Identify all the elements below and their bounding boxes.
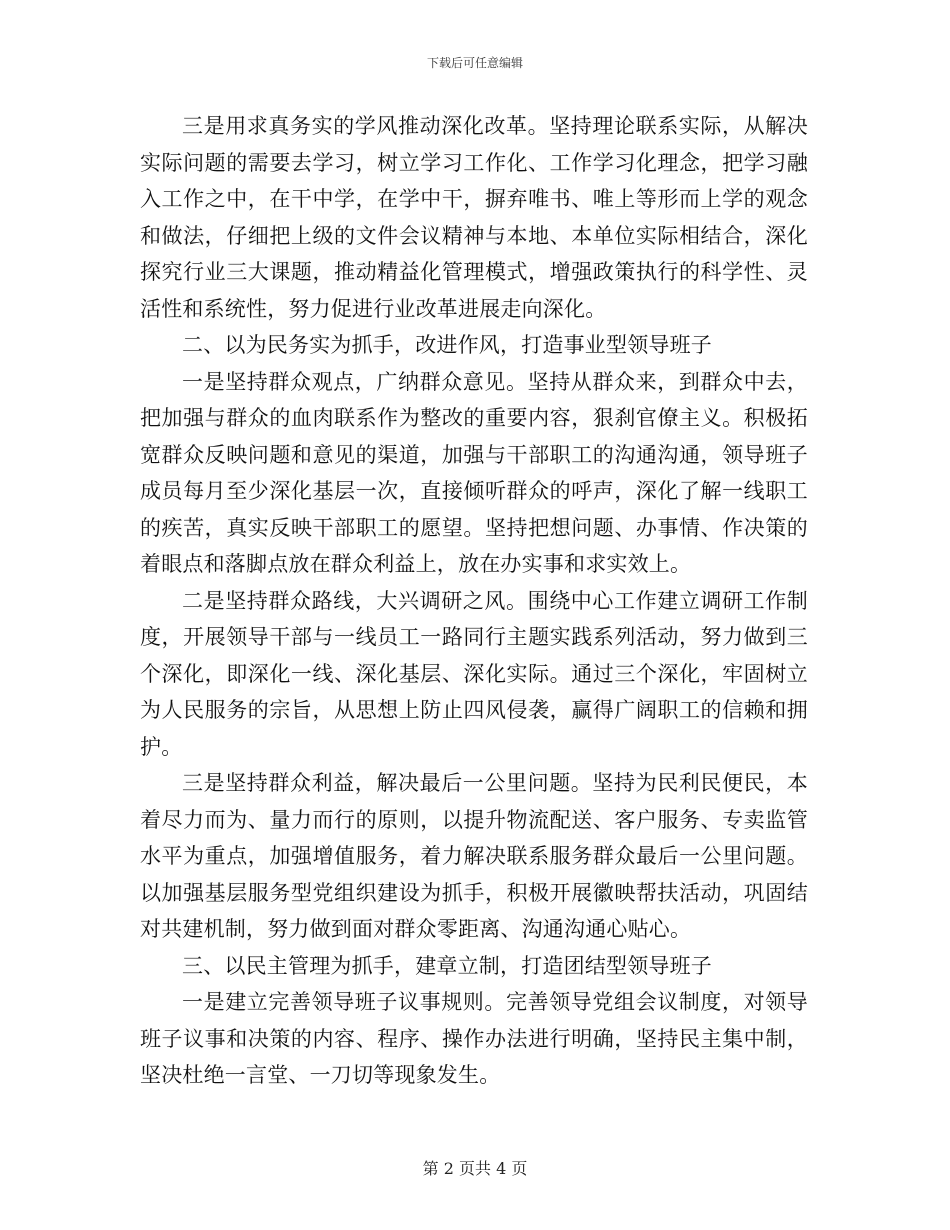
paragraph-reform-study-style: 三是用求真务实的学风推动深化改革。坚持理论联系实际，从解决实际问题的需要去学习，树立学习工作化、工作学习化理念，把学习融入工作之中，在干中学，在学中干，摒弃唯书、唯上等形而上学的观念和做法，仔细把上级的文件会议精神与本地、本单位实际相结合，深化探究行业三大课题，推动精益化管理模式，增强政策执行的科学性、灵活性和系统性，努力促进行业改革进展走向深化。 [140, 114, 808, 321]
paragraph-mass-interest: 三是坚持群众利益，解决最后一公里问题。坚持为民利民便民，本着尽力而为、量力而行的原则，以提升物流配送、客户服务、专卖监管水平为重点，加强增值服务，着力解决联系服务群众最后一公里问题。以加强基层服务型党组织建设为抓手，积极开展徽映帮扶活动，巩固结对共建机制，努力做到面对群众零距离、沟通沟通心贴心。 [140, 771, 808, 941]
section-heading-three: 三、以民主管理为抓手，建章立制，打造团结型领导班子 [182, 953, 712, 978]
section-heading-two: 二、以为民务实为抓手，改进作风，打造事业型领导班子 [182, 333, 712, 357]
paragraph-mass-viewpoint: 一是坚持群众观点，广纳群众意见。坚持从群众来，到群众中去，把加强与群众的血肉联系作为整改的重要内容，狠刹官僚主义。积极拓宽群众反映问题和意见的渠道，加强与干部职工的沟通沟通，领导班子成员每月至少深化基层一次，直接倾听群众的呼声，深化了解一线职工的疾苦，真实反映干部职工的愿望。坚持把想问题、办事情、作决策的着眼点和落脚点放在群众利益上，放在办实事和求实效上。 [140, 369, 808, 576]
paragraph-mass-line: 二是坚持群众路线，大兴调研之风。围绕中心工作建立调研工作制度，开展领导干部与一线员工一路同行主题实践系列活动，努力做到三个深化，即深化一线、深化基层、深化实际。通过三个深化，牢固树立为人民服务的宗旨，从思想上防止四风侵袭，赢得广阔职工的信赖和拥护。 [140, 588, 808, 759]
page-header: 下载后可任意编辑 [426, 56, 523, 70]
page-footer: 第 2 页共 4 页 [422, 1159, 528, 1178]
document-body [140, 108, 808, 1094]
paragraph-rules-of-procedure: 一是建立完善领导班子议事规则。完善领导党组会议制度，对领导班子议事和决策的内容、程序、操作办法进行明确，坚持民主集中制，坚决杜绝一言堂、一刀切等现象发生。 [140, 990, 808, 1087]
